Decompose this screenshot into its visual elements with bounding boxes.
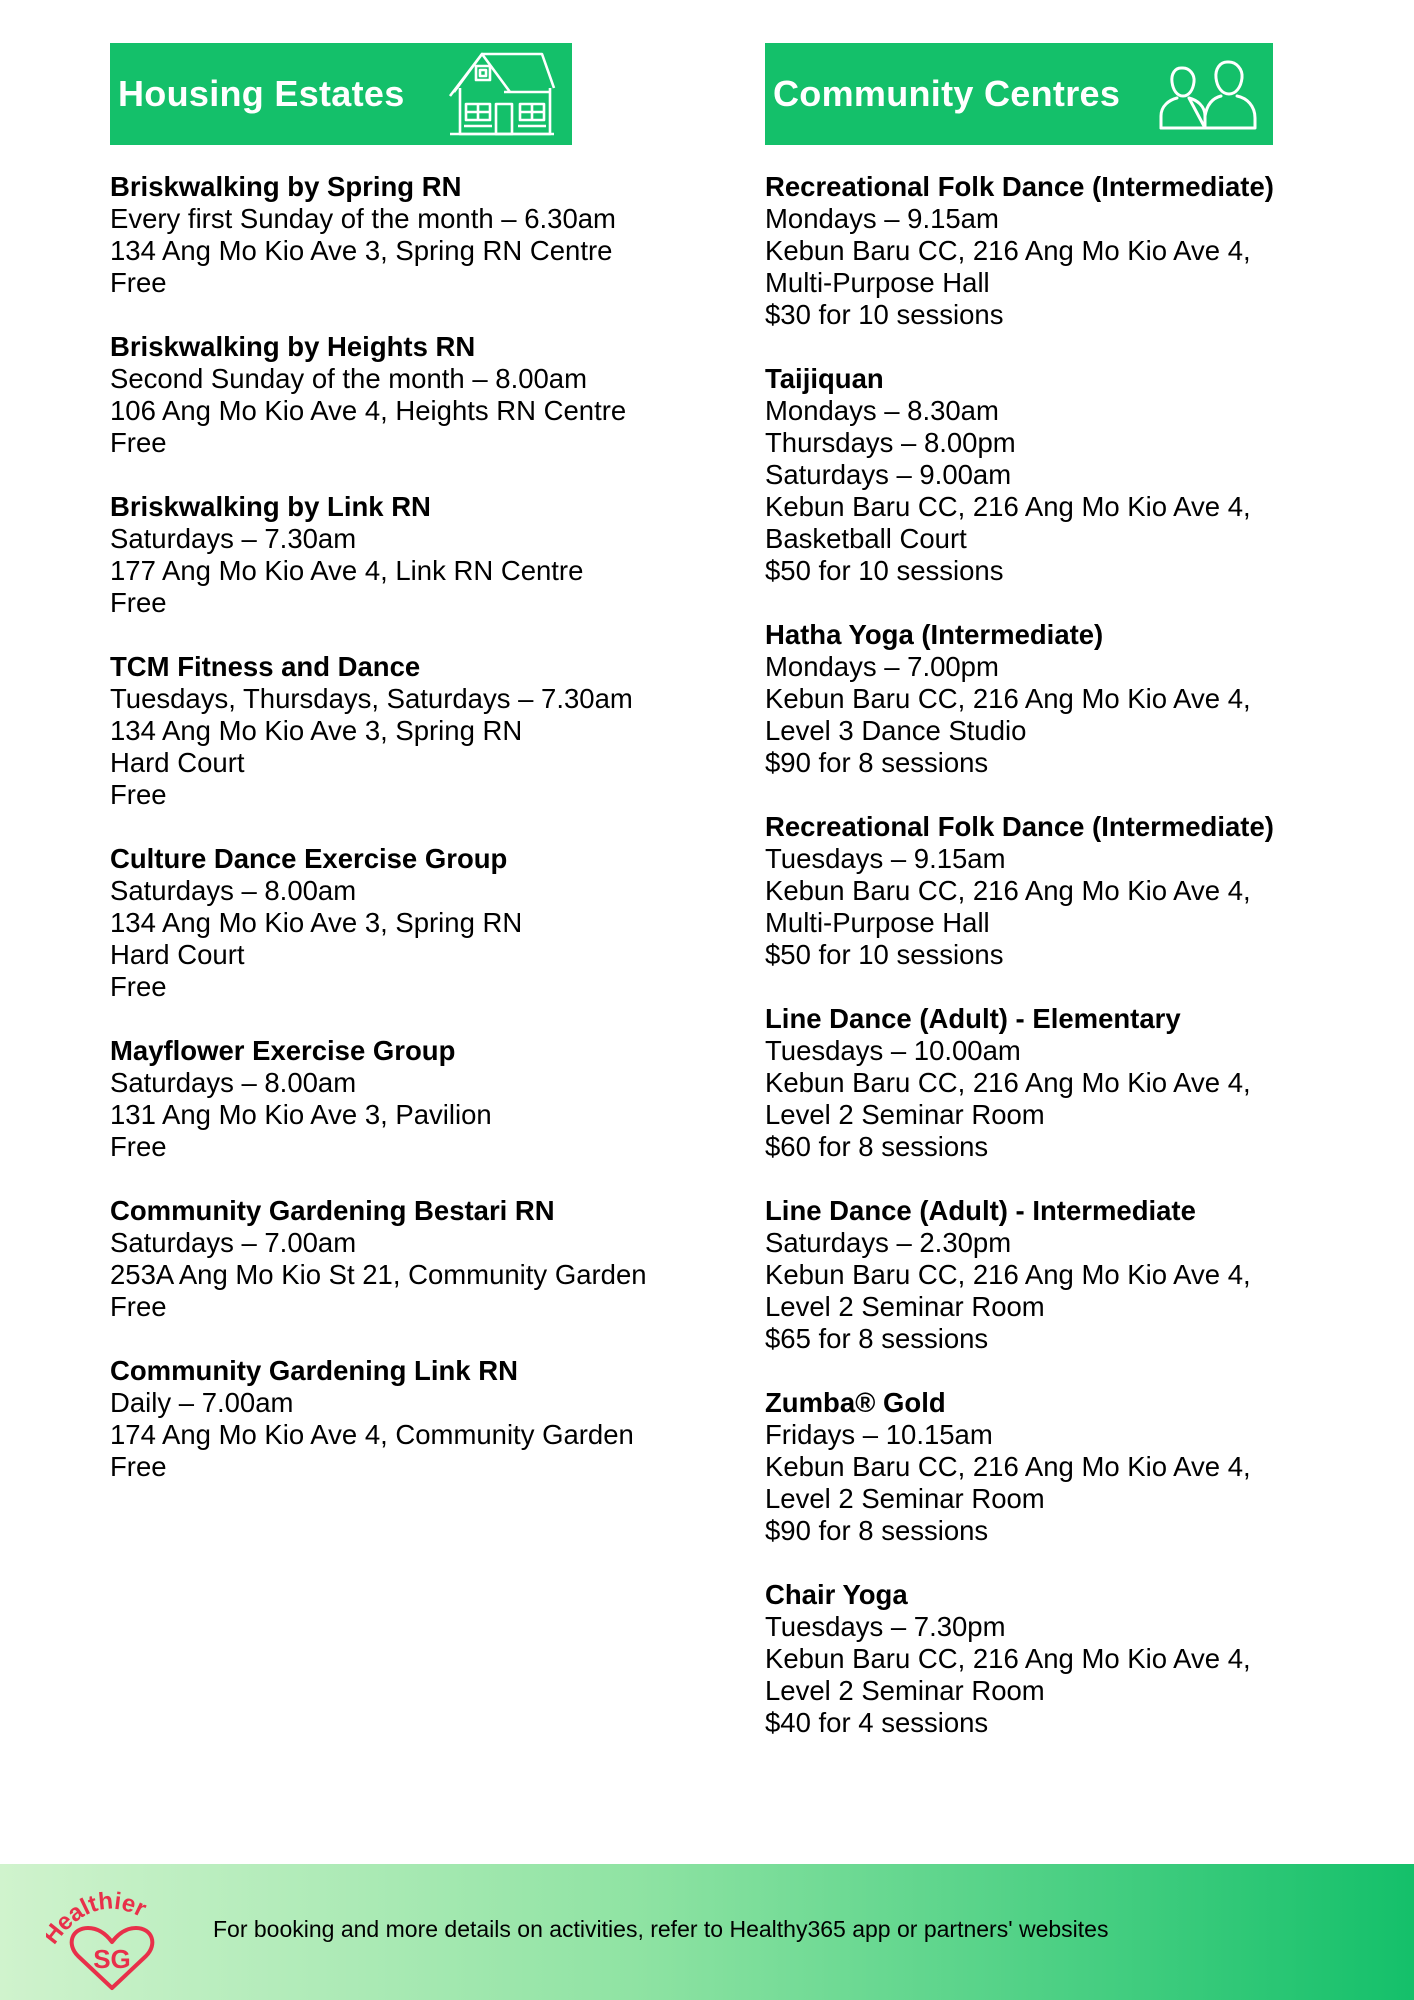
activity-detail: Kebun Baru CC, 216 Ang Mo Kio Ave 4,: [765, 491, 1251, 522]
footer-text: For booking and more details on activities, refer to Healthy365 app or partners' websites: [213, 1916, 1109, 1942]
activity-detail: Multi-Purpose Hall: [765, 907, 990, 938]
activity-detail: Free: [110, 1291, 167, 1322]
activity-detail: Free: [110, 779, 167, 810]
activity-detail: Saturdays – 8.00am: [110, 1067, 357, 1098]
activity-title: Line Dance (Adult) - Intermediate: [765, 1195, 1196, 1226]
activity-detail: Hard Court: [110, 939, 245, 970]
activity-detail: $30 for 10 sessions: [765, 299, 1004, 330]
activity-detail: Level 2 Seminar Room: [765, 1099, 1045, 1130]
activity-detail: Every first Sunday of the month – 6.30am: [110, 203, 616, 234]
activity-detail: Kebun Baru CC, 216 Ang Mo Kio Ave 4,: [765, 683, 1251, 714]
activity-title: Recreational Folk Dance (Intermediate): [765, 171, 1274, 202]
activity-title: Community Gardening Link RN: [110, 1355, 518, 1386]
activity-item: [765, 1195, 1385, 1355]
activity-item: [110, 171, 730, 299]
activity-detail: Free: [110, 1131, 167, 1162]
activity-item: [765, 363, 1385, 587]
activity-detail: 134 Ang Mo Kio Ave 3, Spring RN: [110, 907, 523, 938]
housing-estates-header: [110, 43, 572, 145]
activity-detail: Free: [110, 971, 167, 1002]
activity-detail: Kebun Baru CC, 216 Ang Mo Kio Ave 4,: [765, 1451, 1251, 1482]
activity-title: Community Gardening Bestari RN: [110, 1195, 555, 1226]
activity-detail: Second Sunday of the month – 8.00am: [110, 363, 587, 394]
community-centres-header: [765, 43, 1273, 145]
activity-detail: Free: [110, 587, 167, 618]
activity-detail: Daily – 7.00am: [110, 1387, 294, 1418]
housing-estates-list: [110, 171, 730, 1483]
housing-estates-title: Housing Estates: [118, 73, 405, 114]
activity-detail: Hard Court: [110, 747, 245, 778]
activity-item: [110, 331, 730, 459]
activity-detail: Level 3 Dance Studio: [765, 715, 1027, 746]
activity-item: [110, 1035, 730, 1163]
activity-detail: $50 for 10 sessions: [765, 939, 1004, 970]
activity-title: Briskwalking by Heights RN: [110, 331, 476, 362]
activity-detail: Fridays – 10.15am: [765, 1419, 993, 1450]
activity-title: Recreational Folk Dance (Intermediate): [765, 811, 1274, 842]
activity-detail: Kebun Baru CC, 216 Ang Mo Kio Ave 4,: [765, 1259, 1251, 1290]
community-centres-title: Community Centres: [773, 73, 1121, 114]
activity-title: Hatha Yoga (Intermediate): [765, 619, 1104, 650]
activity-detail: Kebun Baru CC, 216 Ang Mo Kio Ave 4,: [765, 1067, 1251, 1098]
activity-detail: Saturdays – 9.00am: [765, 459, 1012, 490]
activity-detail: Kebun Baru CC, 216 Ang Mo Kio Ave 4,: [765, 235, 1251, 266]
activity-detail: Free: [110, 1451, 167, 1482]
activity-detail: Tuesdays – 10.00am: [765, 1035, 1021, 1066]
activity-item: [110, 651, 730, 811]
activity-title: Briskwalking by Link RN: [110, 491, 431, 522]
activity-title: Taijiquan: [765, 363, 884, 394]
community-centres-column: [765, 43, 1385, 1771]
healthier-sg-logo: [46, 1884, 176, 1994]
activity-item: [765, 619, 1385, 779]
activity-detail: Free: [110, 267, 167, 298]
activity-item: [110, 1355, 730, 1483]
activity-item: [765, 1387, 1385, 1547]
activity-detail: $40 for 4 sessions: [765, 1707, 989, 1738]
activity-detail: Mondays – 9.15am: [765, 203, 999, 234]
activity-detail: $50 for 10 sessions: [765, 555, 1004, 586]
people-icon: [1155, 54, 1259, 134]
activity-detail: Mondays – 7.00pm: [765, 651, 999, 682]
activity-item: [110, 843, 730, 1003]
activity-detail: Saturdays – 2.30pm: [765, 1227, 1012, 1258]
activity-detail: Multi-Purpose Hall: [765, 267, 990, 298]
activity-detail: Basketball Court: [765, 523, 967, 554]
activity-detail: Saturdays – 8.00am: [110, 875, 357, 906]
svg-text:Healthier: [46, 1887, 151, 1949]
activity-title: Chair Yoga: [765, 1579, 908, 1610]
activity-detail: $60 for 8 sessions: [765, 1131, 989, 1162]
activity-title: Culture Dance Exercise Group: [110, 843, 508, 874]
activity-item: [765, 811, 1385, 971]
activity-detail: Free: [110, 427, 167, 458]
activity-detail: 134 Ang Mo Kio Ave 3, Spring RN: [110, 715, 523, 746]
activity-detail: Saturdays – 7.00am: [110, 1227, 357, 1258]
activity-item: [765, 171, 1385, 331]
activity-detail: $90 for 8 sessions: [765, 747, 989, 778]
activity-item: [765, 1003, 1385, 1163]
activity-detail: Tuesdays, Thursdays, Saturdays – 7.30am: [110, 683, 633, 714]
activity-detail: Saturdays – 7.30am: [110, 523, 357, 554]
activity-title: Line Dance (Adult) - Elementary: [765, 1003, 1181, 1034]
activity-detail: Thursdays – 8.00pm: [765, 427, 1016, 458]
activity-detail: 106 Ang Mo Kio Ave 4, Heights RN Centre: [110, 395, 627, 426]
house-icon: [446, 48, 558, 140]
activity-item: [110, 1195, 730, 1323]
community-centres-list: [765, 171, 1385, 1739]
activity-detail: $65 for 8 sessions: [765, 1323, 989, 1354]
activity-detail: $90 for 8 sessions: [765, 1515, 989, 1546]
activity-detail: 174 Ang Mo Kio Ave 4, Community Garden: [110, 1419, 634, 1450]
logo-badge: SG: [93, 1944, 131, 1974]
activity-detail: Level 2 Seminar Room: [765, 1291, 1045, 1322]
activity-detail: 177 Ang Mo Kio Ave 4, Link RN Centre: [110, 555, 584, 586]
activity-detail: Mondays – 8.30am: [765, 395, 999, 426]
logo-word: ealthier: [50, 1887, 151, 1937]
activity-detail: 253A Ang Mo Kio St 21, Community Garden: [110, 1259, 647, 1290]
activity-detail: 131 Ang Mo Kio Ave 3, Pavilion: [110, 1099, 492, 1130]
activity-detail: Tuesdays – 9.15am: [765, 843, 1006, 874]
activity-item: [110, 491, 730, 619]
activity-detail: Level 2 Seminar Room: [765, 1483, 1045, 1514]
activity-item: [765, 1579, 1385, 1739]
activity-title: TCM Fitness and Dance: [110, 651, 421, 682]
activity-detail: Tuesdays – 7.30pm: [765, 1611, 1006, 1642]
activity-title: Zumba® Gold: [765, 1387, 946, 1418]
activity-title: Briskwalking by Spring RN: [110, 171, 462, 202]
activity-detail: Level 2 Seminar Room: [765, 1675, 1045, 1706]
activity-detail: Kebun Baru CC, 216 Ang Mo Kio Ave 4,: [765, 1643, 1251, 1674]
activity-detail: Kebun Baru CC, 216 Ang Mo Kio Ave 4,: [765, 875, 1251, 906]
activity-title: Mayflower Exercise Group: [110, 1035, 456, 1066]
activity-detail: 134 Ang Mo Kio Ave 3, Spring RN Centre: [110, 235, 613, 266]
footer-banner: [0, 1864, 1414, 2000]
housing-estates-column: [110, 43, 730, 1515]
